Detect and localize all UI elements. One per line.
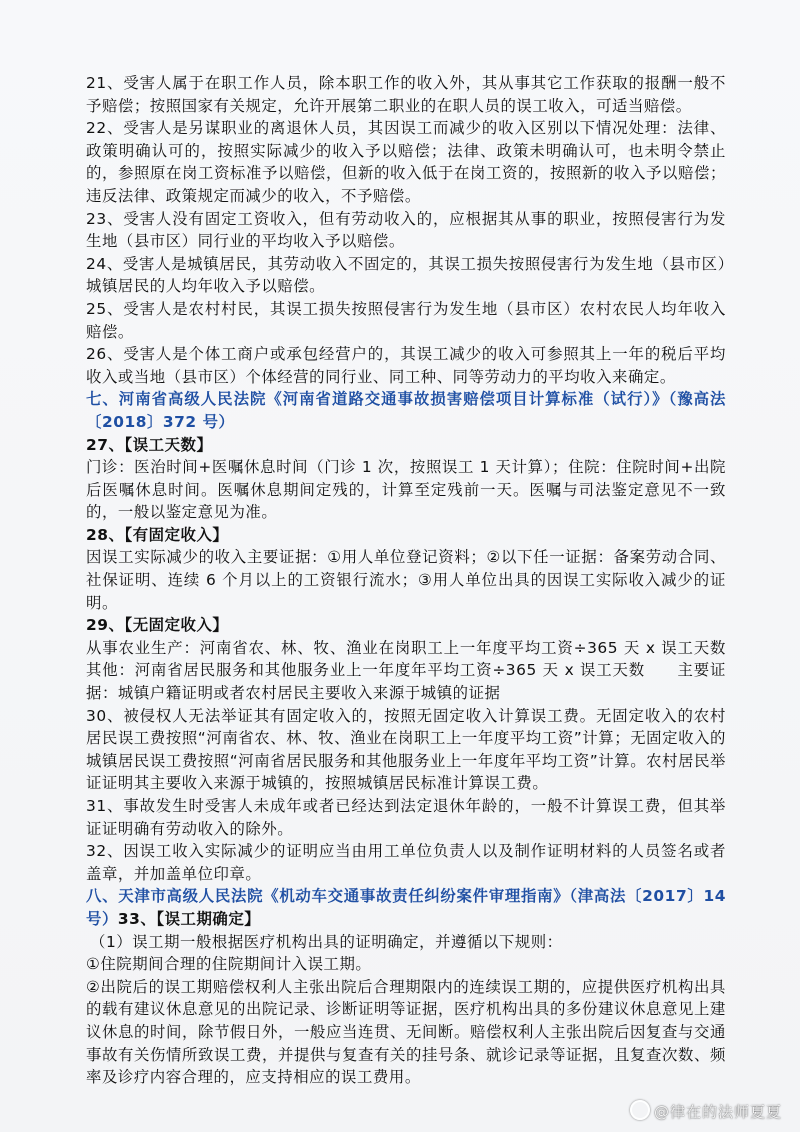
section-heading-tianjin-title: 八、天津市高级人民法院《机动车交通事故责任纠纷案件审理指南》（津高法〔2017〕14 号） [86, 887, 726, 928]
paragraph-31: 31、事故发生时受害人未成年或者已经达到法定退休年龄的，一般不计算误工费，但其举证证明确有劳动收入的除外。 [86, 797, 726, 838]
paragraph-33-item-2: ②出院后的误工期赔偿权利人主张出院后合理期限内的连续误工期的，应提供医疗机构出具的载有建议休息意见的出院记录、诊断证明等证据，医疗机构出具的多份建议休息意见上建议休息的时间，除节假日外，一般应当连贯、无间断。赔偿权利人主张出院后因复查与交通事故有关伤情所致误工费，并提供与复查有关的挂号条、就诊记录等证据，且复查次数、频率及诊疗内容合理的，应支持相应的误工费用。 [86, 977, 726, 1087]
subheading-29: 29、【无固定收入】 [86, 616, 229, 635]
paragraph-24: 24、受害人是城镇居民，其劳动收入不固定的，其误工损失按照侵害行为发生地（县市区）城镇居民的人均年收入予以赔偿。 [86, 254, 726, 296]
paragraph-22: 22、受害人是另谋职业的离退休人员，其因误工而减少的收入区别以下情况处理：法律、政策明确认可的，按照实际减少的收入予以赔偿；法律、政策未明确认可，也未明令禁止的，参照原在岗工资标准予以赔偿，但新的收入低于在岗工资的，按照新的收入予以赔偿；违反法律、政策规定而减少的收入，不予赔偿。 [86, 119, 726, 205]
section-heading-henan: 七、河南省高级人民法院《河南省道路交通事故损害赔偿项目计算标准（试行）》（豫高法〔2018〕372 号） [86, 390, 726, 431]
subheading-27: 27、【误工天数】 [86, 435, 213, 454]
document-body [86, 72, 726, 1089]
paragraph-27-body: 门诊：医治时间+医嘱休息时间（门诊 1 次，按照误工 1 天计算）；住院：住院时间+出院后医嘱休息时间。医嘱休息期间定残的，计算至定残前一天。医嘱与司法鉴定意见不一致的，一般以鉴定意见为准。 [86, 458, 726, 522]
paragraph-21: 21、受害人属于在职工作人员，除本职工作的收入外，其从事其它工作获取的报酬一般不予赔偿；按照国家有关规定，允许开展第二职业的在职人员的误工收入，可适当赔偿。 [86, 74, 726, 115]
paragraph-32: 32、因误工收入实际减少的证明应当由用工单位负责人以及制作证明材料的人员签名或者盖章，并加盖单位印章。 [86, 842, 726, 883]
paragraph-33-item-1: ①住院期间合理的住院期间计入误工期。 [86, 955, 372, 974]
paragraph-33-intro: （1）误工期一般根据医疗机构出具的证明确定，并遵循以下规则： [90, 932, 563, 951]
paragraph-30: 30、被侵权人无法举证其有固定收入的，按照无固定收入计算误工费。无固定收入的农村居民误工费按照“河南省农、林、牧、渔业在岗职工上一年度平均工资”计算；无固定收入的城镇居民误工费按照“河南省居民服务和其他服务业上一年度年平均工资”计算。农村居民举证证明其主要收入来源于城镇的，按照城镇居民标准计算误工费。 [86, 706, 726, 793]
paragraph-29-body: 从事农业生产：河南省农、林、牧、渔业在岗职工上一年度平均工资÷365 天 x 误工天数其他：河南省居民服务和其他服务业上一年度年平均工资÷365 天 x 误工天数 主要证据：城镇户籍证明或者农村居民主要收入来源于城镇的证据 [86, 638, 726, 703]
subheading-28: 28、【有固定收入】 [86, 525, 229, 544]
paragraph-25: 25、受害人是农村村民，其误工损失按照侵害行为发生地（县市区）农村农民人均年收入赔偿。 [86, 299, 726, 341]
paragraph-23: 23、受害人没有固定工资收入，但有劳动收入的，应根据其从事的职业，按照侵害行为发生地（县市区）同行业的平均收入予以赔偿。 [86, 209, 726, 251]
paragraph-28-body: 因误工实际减少的收入主要证据：①用人单位登记资料；②以下任一证据：备案劳动合同、社保证明、连续 6 个月以上的工资银行流水；③用人单位出具的因误工实际收入减少的证明。 [86, 548, 726, 612]
section-heading-tianjin [86, 885, 726, 930]
subheading-33: 33、【误工期确定】 [117, 909, 261, 928]
weibo-icon [630, 1100, 650, 1120]
watermark-text: @律在的法师夏夏 [653, 1103, 782, 1121]
paragraph-26: 26、受害人是个体工商户或承包经营户的，其误工减少的收入可参照其上一年的税后平均收入或当地（县市区）个体经营的同行业、同工种、同等劳动力的平均收入来确定。 [86, 345, 726, 386]
weibo-watermark [630, 1100, 782, 1122]
